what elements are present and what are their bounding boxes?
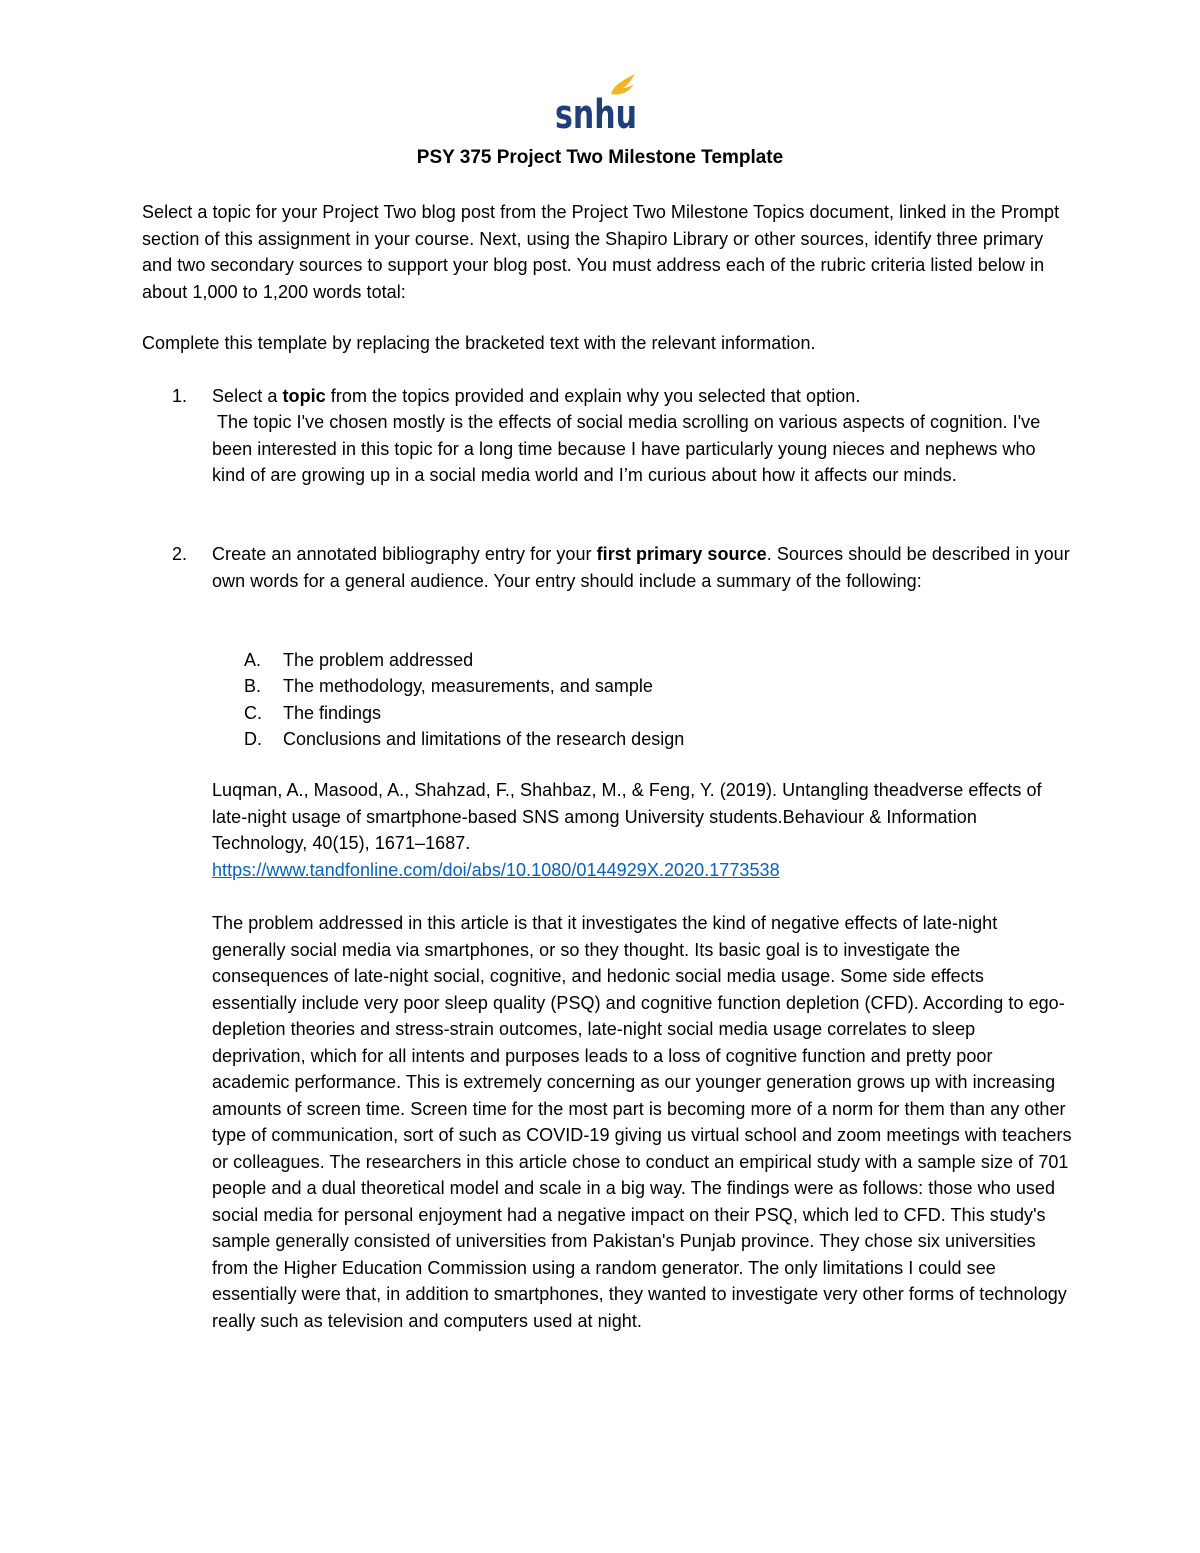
- citation-link[interactable]: https://www.tandfonline.com/doi/abs/10.1080/0144929X.2020.1773538: [212, 859, 780, 880]
- prompt-1-bold: topic: [282, 386, 326, 406]
- sub-text: The problem addressed: [283, 650, 474, 670]
- prompt-1-text-before: Select a: [212, 386, 283, 406]
- citation-text: Luqman, A., Masood, A., Shahzad, F., Shahbaz, M., & Feng, Y. (2019). Untangling theadverse effects of late-night usage of smartphone-based SNS among University students.Behaviour & Information Technology, 40(15), 1671–1687.: [212, 780, 1042, 853]
- sub-text: The findings: [283, 703, 382, 723]
- sub-text: The methodology, measurements, and sample: [283, 676, 653, 696]
- summary-paragraph: The problem addressed in this article is that it investigates the kind of negative effects of late-night generally social media via smartphones, or so they thought. Its basic goal is to investigate the consequences of late-night social, cognitive, and hedonic social media usage. Some side effects essentially include very poor sleep quality (PSQ) and cognitive function depletion (CFD). According to ego-depletion theories and stress-strain outcomes, late-night social media usage correlates to sleep deprivation, which for all intents and purposes leads to a loss of cognitive function and pretty poor academic performance. This is extremely concerning as our younger generation grows up with increasing amounts of screen time. Screen time for the most part is becoming more of a norm for them than any other type of communication, sort of such as COVID-19 giving us virtual school and zoom meetings with teachers or colleagues. The researchers in this article chose to conduct an empirical study with a sample size of 701 people and a dual theoretical model and scale in a big way. The findings were as follows: those who used social media for personal enjoyment had a negative impact on their PSQ, which led to CFD. This study's sample generally consisted of universities from Pakistan's Punjab province. They chose six universities from the Higher Education Commission using a random generator. The only limitations I could see essentially were that, in addition to smartphones, they wanted to investigate very other forms of technology really such as television and computers used at night.: [212, 913, 1072, 1331]
- list-number-1: 1.: [172, 386, 188, 406]
- snhu-logo-graphic: [553, 72, 643, 138]
- intro-paragraph: Select a topic for your Project Two blog post from the Project Two Milestone Topics document, linked in the Prompt section of this assignment in your course. Next, using the Shapiro Library or other sources, identify three primary and two secondary sources to support your blog post. You must address each of the rubric criteria listed below in about 1,000 to 1,200 words total:: [142, 202, 1060, 302]
- list-number-2: 2.: [172, 544, 188, 564]
- prompt-1-text-after: from the topics provided and explain why you selected that option.: [325, 386, 861, 406]
- prompt-2-text-after: . Sources should be described in your own words for a general audience. Your entry should include a summary of the following:: [212, 544, 1070, 591]
- prompt-item-1: [212, 383, 1072, 410]
- page-title: PSY 375 Project Two Milestone Template: [416, 147, 784, 168]
- instruction-paragraph: Complete this template by replacing the bracketed text with the relevant information.: [142, 333, 816, 353]
- topic-answer: The topic I've chosen mostly is the effects of social media scrolling on various aspects of cognition. I've been interested in this topic for a long time because I have particularly young nieces and nephews who kind of are growing up in a social media world and I’m curious about how it affects our minds.: [212, 412, 1041, 485]
- prompt-item-2: [212, 541, 1072, 594]
- logo-wordmark: snhu: [555, 92, 637, 138]
- sub-letter: C.: [244, 703, 262, 723]
- prompt-2-bold: first primary source: [596, 544, 767, 564]
- snhu-logo: [553, 72, 643, 138]
- sub-letter: B.: [244, 676, 262, 696]
- citation-block: [212, 777, 1072, 883]
- sub-letter: A.: [244, 650, 262, 670]
- sub-text: Conclusions and limitations of the research design: [283, 729, 685, 749]
- prompt-2-text-before: Create an annotated bibliography entry for your: [212, 544, 597, 564]
- sub-letter: D.: [244, 729, 262, 749]
